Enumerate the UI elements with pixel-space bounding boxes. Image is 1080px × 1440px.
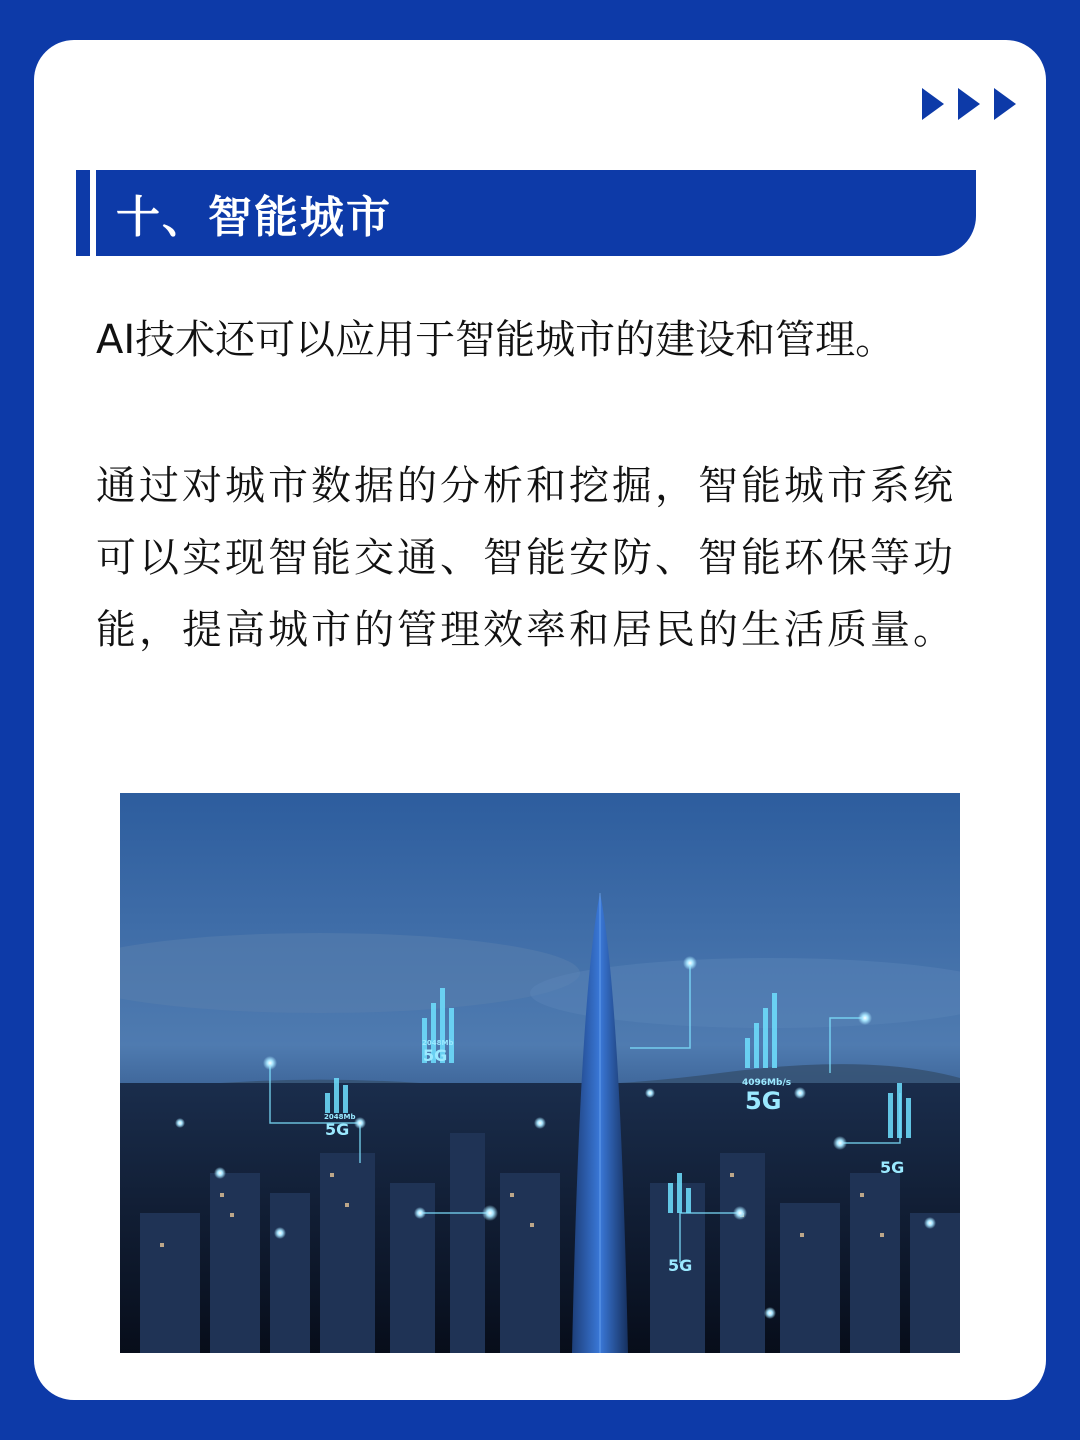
city-skyline-illustration [120,793,960,1353]
smart-city-photo [120,793,960,1353]
badge-5g: 5G [880,1158,905,1177]
speed-readout: 4096Mb/s [742,1078,792,1088]
intro-paragraph: AI技术还可以应用于智能城市的建设和管理。 [96,317,896,363]
arrow-group [922,88,1016,120]
badge-5g: 5G [325,1120,350,1139]
badge-5g: 5G [668,1256,693,1275]
speed-readout: 2048Mb [422,1039,454,1047]
badge-5g: 5G [423,1046,448,1065]
speed-readout: 2048Mb [324,1113,356,1121]
detail-paragraph: 通过对城市数据的分析和挖掘，智能城市系统可以实现智能交通、智能安防、智能环保等功能，提高城市的管理效率和居民的生活质量。 [96,463,956,653]
arrow-right-icon [958,88,980,120]
arrow-right-icon [994,88,1016,120]
badge-5g: 5G [745,1087,782,1115]
heading-accent-stripe [76,170,90,256]
heading-banner [96,170,976,256]
page-title: 十、智能城市 [116,192,392,243]
content-card [34,40,1046,1400]
arrow-right-icon [922,88,944,120]
section-heading [76,170,976,256]
